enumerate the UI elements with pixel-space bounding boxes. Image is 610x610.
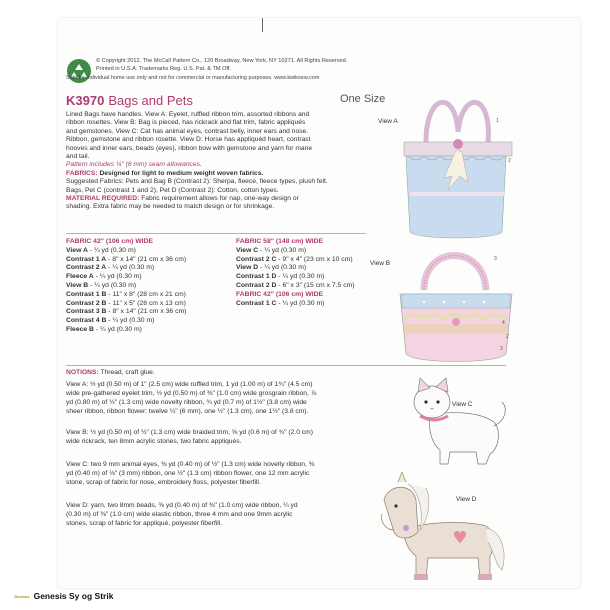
view-c-label: View C — [452, 401, 473, 408]
fabric-row: Contrast 2 C - 9" x 4" (23 cm x 10 cm) — [236, 255, 353, 263]
material-text: Fabric requirement allows for nap, one-way design or — [141, 195, 299, 203]
notions-intro — [66, 368, 411, 377]
notions-view-a: View A: ½ yd (0.50 m) of 1" (2.5 cm) wide ruffled trim, 1 yd (1.00 m) of 1¾" (4.5 cm) — [66, 381, 313, 388]
notions-view-a: sheer ribbon, ribbon flower: twelve ¼" (6 mm), one ½" (1.3 cm), one 1½" (3.8 cm). — [66, 408, 309, 415]
notions — [66, 368, 411, 528]
crop-mark — [262, 18, 263, 32]
description-line: hooves and inner ears, beads (eyes), ribbon bow with gemstone and yarn for mane — [66, 144, 313, 152]
fabric-row: Fleece B - ¼ yd (0.30 m) — [66, 325, 142, 333]
fabric-42-heading: FABRIC 42" (106 cm) WIDE — [66, 238, 154, 245]
callout-number: 2 — [508, 158, 511, 164]
fabrics-line — [66, 170, 366, 178]
view-a-bag-illustration — [396, 82, 516, 242]
view-b-label: View B — [370, 260, 391, 267]
fabric-42-heading-2: FABRIC 42" (106 cm) WIDE — [236, 290, 324, 298]
notions-view-c: View C: two 9 mm animal eyes, ⅜ yd (0.40 m) of ½" (1.3 cm) wide novelty ribbon, ⅜ — [66, 461, 315, 468]
description-line: and tail. — [66, 153, 90, 161]
fabric-row: Contrast 1 C - ¼ yd (0.30 m) — [236, 299, 325, 307]
store-name: Genesis Sy og Strik — [33, 591, 114, 601]
material-line — [66, 195, 366, 203]
store-logo: Genesis — [14, 594, 30, 600]
callout-number: 3 — [494, 256, 497, 262]
copyright-line-3: Sold for individual home use only and not for commercial or manufacturing purposes. www.kwiksew.com — [66, 75, 320, 81]
fabric-row: Contrast 1 A - 8" x 14" (21 cm x 36 cm) — [66, 255, 187, 263]
notions-view-a: wide pre-gathered eyelet trim, ½ yd (0.50 m) of ⅜" (1.0 cm) wide grosgrain ribbon, ⅞ — [66, 390, 317, 397]
fabrics-emphasis: Designed for light to medium weight woven fabrics. — [99, 169, 264, 177]
view-d-horse-illustration — [368, 470, 518, 586]
fabric-row: Contrast 2 B - 11" x 5" (28 cm x 13 cm) — [66, 299, 186, 307]
copyright-line-1: © Copyright 2012, The McCall Pattern Co., 120 Broadway, New York, NY 10271. All Rights Reserved. — [96, 58, 348, 64]
description-line: and gemstones. View C: Cat has animal eyes, contrast belly, inner ears and nose. — [66, 127, 309, 135]
callout-number: 4 — [502, 320, 505, 326]
fabric-row: View C - ¼ yd (0.30 m) — [236, 246, 307, 254]
fabric-row: Contrast 2 A - ¼ yd (0.30 m) — [66, 264, 155, 272]
seam-note: Pattern includes ¼" (6 mm) seam allowances. — [66, 161, 202, 169]
notions-view-d: stones, scrap of fabric for appliqué, polyester fiberfill. — [66, 520, 223, 527]
notions-view-c: yd (0.40 m) of ⅛" (3 mm) ribbon, one ½" (1.3 cm) ribbon flower, one 12 mm acrylic — [66, 470, 310, 477]
description-line: Ribbon, gemstone and ribbon rosette. View D: Horse has appliquéd heart, contrast — [66, 136, 311, 144]
view-c-cat-illustration — [410, 372, 510, 468]
notions-view-a: yd (0.80 m) of ½" (1.3 cm) wide novelty ribbon, ¾ yd (0.7 m) of 1½" (3.8 cm) wide — [66, 399, 307, 406]
fabric-row: Fleece A - ¼ yd (0.30 m) — [66, 273, 142, 281]
view-d-label: View D — [456, 496, 477, 503]
fabric-row: Contrast 3 B - 8" x 14" (21 cm x 36 cm) — [66, 308, 187, 316]
fabric-row: Contrast 1 B - 11" x 8" (28 cm x 21 cm) — [66, 290, 186, 298]
notions-view-c: stone, scrap of fabric for nose, embroidery floss, polyester fiberfill. — [66, 479, 261, 486]
description-line: Lined Bags have handles. View A: Eyelet, ruffled ribbon trim, assorted ribbons and — [66, 111, 310, 118]
callout-number: 1 — [496, 118, 499, 124]
description-line: ribbon rosettes. View B: Bag is pieced, has rickrack and flat trim, fabric appliqués — [66, 119, 306, 127]
fabric-row: Contrast 2 D - 6" x 3" (15 cm x 7.5 cm) — [236, 281, 355, 289]
fabric-row: View D - ¼ yd (0.30 m) — [236, 264, 307, 272]
notions-intro-text: Thread, craft glue. — [100, 369, 155, 376]
fabric-row: Contrast 1 D - ¼ yd (0.30 m) — [236, 273, 325, 281]
description — [66, 111, 366, 212]
fabrics-heading: FABRICS: — [66, 169, 98, 177]
fabric-42-column — [66, 238, 236, 335]
notions-heading: NOTIONS: — [66, 369, 99, 376]
view-b-bag-illustration — [394, 240, 518, 370]
store-footer — [14, 591, 113, 601]
fabric-row: View A - ¼ yd (0.30 m) — [66, 246, 136, 254]
copyright-line-2: Printed in U.S.A. Trademarks Reg. U.S. Pat. & TM Off. — [96, 66, 232, 72]
pattern-title — [66, 93, 193, 108]
pattern-size: One Size — [340, 93, 386, 105]
suggested-fabrics: Bags, Pet C (contrast 1 and 2), Pet D (Contrast 2): Cotton, cotton types. — [66, 186, 279, 194]
pattern-name: Bags and Pets — [108, 93, 193, 108]
section-rule — [66, 233, 366, 234]
material-heading: MATERIAL REQUIRED: — [66, 195, 140, 203]
notions-view-d: View D: yarn, two 8mm beads, ⅜ yd (0.40 m) of ⅜" (1.0 cm) wide ribbon, ¼ yd — [66, 502, 298, 509]
notions-view-d: (0.30 m) of ⅜" (1.0 cm) wide elastic ribbon, three 4 mm and one 9mm acrylic — [66, 511, 293, 518]
notions-view-b: View B: ½ yd (0.50 m) of ½" (1.3 cm) wide braided trim, ⅝ yd (0.6 m) of ¾" (2.0 cm) — [66, 429, 313, 436]
pattern-number: K3970 — [66, 93, 105, 108]
view-a-label: View A — [378, 118, 398, 125]
callout-number: 3 — [500, 346, 503, 352]
fabric-58-column — [236, 238, 376, 308]
callout-number: 2 — [506, 334, 509, 340]
notions-view-b: wide rickrack, ten 8mm acrylic stones, two fabric appliqués. — [66, 438, 242, 445]
material-text: shading. Extra fabric may be needed to match design or for shrinkage. — [66, 203, 275, 211]
fabric-row: View B - ¼ yd (0.30 m) — [66, 281, 137, 289]
fabric-row: Contrast 4 B - ¼ yd (0.30 m) — [66, 317, 155, 325]
suggested-fabrics: Suggested Fabrics: Pets and Bag B (Contrast 2): Sherpa, fleece, fleece types, plush felt. — [66, 178, 328, 186]
fabric-58-heading: FABRIC 58" (148 cm) WIDE — [236, 238, 324, 245]
